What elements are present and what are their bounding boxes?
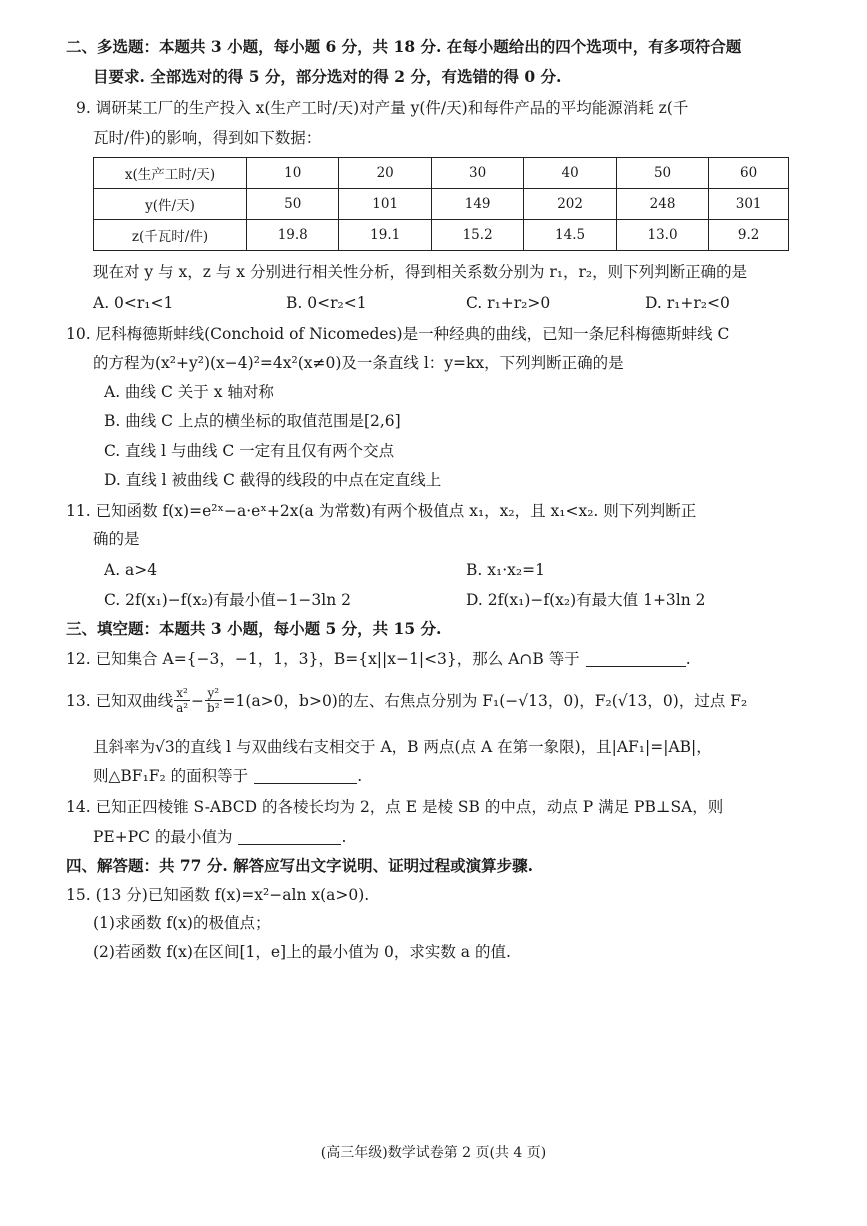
q13-part1: 13. 已知双曲线 bbox=[66, 691, 174, 710]
q11-option-d[interactable]: D. 2f(x₁)−f(x₂)有最大值 1+3ln 2 bbox=[466, 591, 706, 609]
section2-header-line1: 二、多选题：本题共 3 小题，每小题 6 分，共 18 分. 在每小题给出的四个选项中，有多项符合题 bbox=[66, 37, 742, 56]
q9-question: 现在对 y 与 x，z 与 x 分别进行相关性分析，得到相关系数分别为 r₁，r₂，则下列判断正确的是 bbox=[93, 263, 748, 281]
q9-stem-line1: 9. 调研某工厂的生产投入 x(生产工时/天)对产量 y(件/天)和每件产品的平均能源消耗 z(千 bbox=[76, 99, 689, 117]
q9-option-d[interactable]: D. r₁+r₂<0 bbox=[645, 294, 730, 312]
q12-end: . bbox=[685, 650, 691, 668]
q9-options bbox=[93, 292, 785, 314]
q13-line3-text: 则△BF₁F₂ 的面积等于 bbox=[93, 767, 249, 785]
table-cell: 50 bbox=[247, 189, 339, 220]
table-cell: 20 bbox=[339, 158, 431, 189]
q11-options-row1 bbox=[104, 559, 545, 581]
table-cell: 10 bbox=[247, 158, 339, 189]
q14-stem-line1: 14. 已知正四棱锥 S-ABCD 的各棱长均为 2，点 E 是棱 SB 的中点，动点 P 满足 PB⊥SA，则 bbox=[66, 798, 724, 816]
table-cell: 301 bbox=[709, 189, 789, 220]
q15-part2: (2)若函数 f(x)在区间[1，e]上的最小值为 0，求实数 a 的值. bbox=[93, 943, 511, 961]
table-row bbox=[94, 158, 789, 189]
q9-data-table bbox=[93, 157, 789, 251]
section4-header: 四、解答题：共 77 分. 解答应写出文字说明、证明过程或演算步骤. bbox=[66, 856, 534, 875]
table-cell: 9.2 bbox=[709, 220, 789, 251]
q11-stem-line2: 确的是 bbox=[93, 530, 140, 548]
q10-stem-line1: 10. 尼科梅德斯蚌线(Conchoid of Nicomedes)是一种经典的曲线，已知一条尼科梅德斯蚌线 C bbox=[66, 325, 730, 343]
q13-stem-line3 bbox=[93, 765, 362, 787]
q15-stem: 15. (13 分)已知函数 f(x)=x²−aln x(a>0). bbox=[66, 886, 370, 904]
table-cell: 40 bbox=[524, 158, 616, 189]
q12-text: 12. 已知集合 A={−3，−1，1，3}，B={x||x−1|<3}，那么 A∩B 等于 bbox=[66, 650, 580, 668]
q12-answer-blank[interactable] bbox=[586, 650, 686, 667]
q9-option-a[interactable]: A. 0<r₁<1 bbox=[93, 294, 174, 312]
q13-stem-line1 bbox=[66, 686, 747, 715]
q14-line2-text: PE+PC 的最小值为 bbox=[93, 828, 233, 846]
table-cell: 149 bbox=[431, 189, 523, 220]
q12-stem bbox=[66, 648, 691, 670]
page-footer: (高三年级)数学试卷第 2 页(共 4 页) bbox=[320, 1145, 547, 1161]
q14-end: . bbox=[341, 828, 347, 846]
q9-option-c[interactable]: C. r₁+r₂>0 bbox=[466, 294, 551, 312]
q13-fraction-x bbox=[174, 686, 190, 715]
table-cell: 101 bbox=[339, 189, 431, 220]
table-cell: 60 bbox=[709, 158, 789, 189]
table-row bbox=[94, 220, 789, 251]
table-cell: 15.2 bbox=[431, 220, 523, 251]
table-row bbox=[94, 189, 789, 220]
q14-answer-blank[interactable] bbox=[238, 828, 341, 845]
q13-stem-line2: 且斜率为√3的直线 l 与双曲线右支相交于 A，B 两点(点 A 在第一象限)，且|AF₁|=|AB|， bbox=[93, 738, 712, 756]
q9-option-b[interactable]: B. 0<r₂<1 bbox=[286, 294, 367, 312]
table-cell: 202 bbox=[524, 189, 616, 220]
q13-frac1-num: x² bbox=[176, 686, 188, 700]
table-row-header: y(件/天) bbox=[94, 189, 247, 220]
q13-frac2-num: y² bbox=[207, 686, 220, 700]
table-row-header: x(生产工时/天) bbox=[94, 158, 247, 189]
table-cell: 13.0 bbox=[616, 220, 708, 251]
q11-option-a[interactable]: A. a>4 bbox=[104, 561, 158, 579]
q9-stem-line2: 瓦时/件)的影响，得到如下数据： bbox=[93, 129, 322, 147]
q13-fraction-y bbox=[205, 686, 222, 715]
q11-stem-line1: 11. 已知函数 f(x)=e²ˣ−a·eˣ+2x(a 为常数)有两个极值点 x₁，x₂，且 x₁<x₂. 则下列判断正 bbox=[66, 502, 697, 520]
section2-header-line2: 目要求. 全部选对的得 5 分，部分选对的得 2 分，有选错的得 0 分. bbox=[93, 67, 562, 86]
q13-frac1-den: a² bbox=[176, 701, 189, 715]
section3-header: 三、填空题：本题共 3 小题，每小题 5 分，共 15 分. bbox=[66, 619, 442, 638]
q13-end: . bbox=[357, 767, 363, 785]
q11-options-row2 bbox=[104, 589, 706, 611]
table-cell: 19.1 bbox=[339, 220, 431, 251]
q14-stem-line2 bbox=[93, 826, 346, 848]
q13-part2: =1(a>0，b>0)的左、右焦点分别为 F₁(−√13，0)，F₂(√13，0)，过点 F₂ bbox=[222, 691, 748, 710]
q10-option-a[interactable]: A. 曲线 C 关于 x 轴对称 bbox=[104, 383, 274, 401]
q10-option-b[interactable]: B. 曲线 C 上点的横坐标的取值范围是[2,6] bbox=[104, 412, 401, 430]
q15-part1: (1)求函数 f(x)的极值点； bbox=[93, 914, 271, 932]
table-cell: 248 bbox=[616, 189, 708, 220]
table-row-header: z(千瓦时/件) bbox=[94, 220, 247, 251]
table-cell: 30 bbox=[431, 158, 523, 189]
q10-stem-line2: 的方程为(x²+y²)(x−4)²=4x²(x≠0)及一条直线 l：y=kx，下列判断正确的是 bbox=[93, 354, 624, 372]
q13-minus: − bbox=[191, 691, 205, 710]
table-cell: 19.8 bbox=[247, 220, 339, 251]
table-cell: 14.5 bbox=[524, 220, 616, 251]
q10-option-d[interactable]: D. 直线 l 被曲线 C 截得的线段的中点在定直线上 bbox=[104, 471, 442, 489]
q13-answer-blank[interactable] bbox=[254, 767, 357, 784]
q10-option-c[interactable]: C. 直线 l 与曲线 C 一定有且仅有两个交点 bbox=[104, 442, 395, 460]
q11-option-c[interactable]: C. 2f(x₁)−f(x₂)有最小值−1−3ln 2 bbox=[104, 591, 352, 609]
table-cell: 50 bbox=[616, 158, 708, 189]
q13-frac2-den: b² bbox=[207, 701, 220, 715]
q11-option-b[interactable]: B. x₁·x₂=1 bbox=[466, 561, 545, 579]
